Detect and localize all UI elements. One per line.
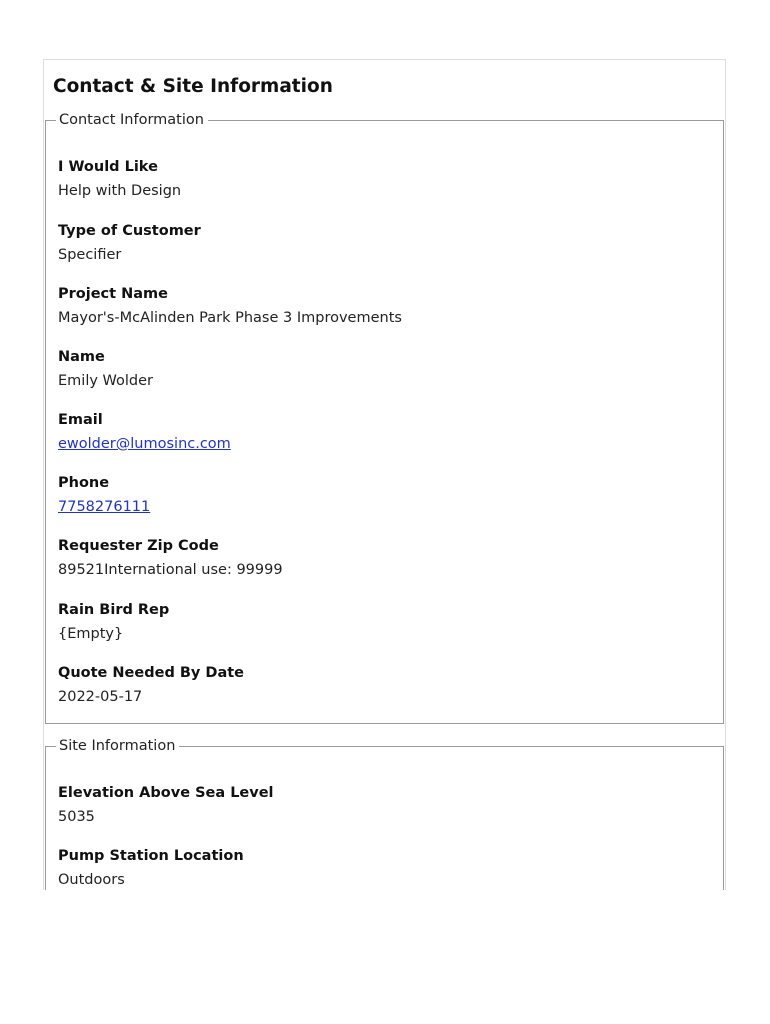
field-label: Elevation Above Sea Level	[58, 785, 274, 801]
contact-information-legend: Contact Information	[59, 112, 204, 128]
contact-information-section	[45, 112, 724, 724]
contact-site-panel	[43, 59, 726, 890]
field-value: Outdoors	[58, 872, 125, 888]
field-value: {Empty}	[58, 626, 124, 642]
field-value: Specifier	[58, 247, 122, 263]
field-requester-zip-code	[58, 537, 283, 579]
field-label: Phone	[58, 475, 110, 491]
field-label: Quote Needed By Date	[58, 665, 245, 681]
field-email	[58, 411, 231, 453]
field-label: I Would Like	[58, 159, 158, 175]
field-pump-station-location	[58, 847, 244, 889]
field-value: 89521International use: 99999	[58, 562, 283, 578]
field-label: Project Name	[58, 286, 168, 302]
field-rain-bird-rep	[58, 601, 169, 643]
field-value: Emily Wolder	[58, 373, 154, 389]
field-label: Name	[58, 349, 105, 365]
field-name	[58, 348, 153, 390]
field-type-of-customer	[58, 222, 201, 264]
site-information-legend: Site Information	[59, 738, 176, 754]
field-value: 2022-05-17	[58, 689, 143, 705]
field-elevation-above-sea-level	[58, 784, 274, 826]
phone-link[interactable]: 7758276111	[58, 499, 151, 515]
field-value: Help with Design	[58, 183, 182, 199]
field-label: Type of Customer	[58, 223, 201, 239]
site-information-section	[45, 738, 724, 890]
page-title: Contact & Site Information	[53, 76, 333, 97]
field-phone	[58, 474, 150, 516]
field-value: 5035	[58, 809, 95, 825]
field-label: Rain Bird Rep	[58, 602, 170, 618]
field-label: Pump Station Location	[58, 848, 244, 864]
field-label: Requester Zip Code	[58, 538, 219, 554]
field-project-name	[58, 285, 402, 327]
field-i-would-like	[58, 158, 181, 200]
field-value: Mayor's-McAlinden Park Phase 3 Improvements	[58, 310, 402, 326]
field-quote-needed-by-date	[58, 664, 244, 706]
email-link[interactable]: ewolder@lumosinc.com	[58, 436, 231, 452]
field-label: Email	[58, 412, 103, 428]
